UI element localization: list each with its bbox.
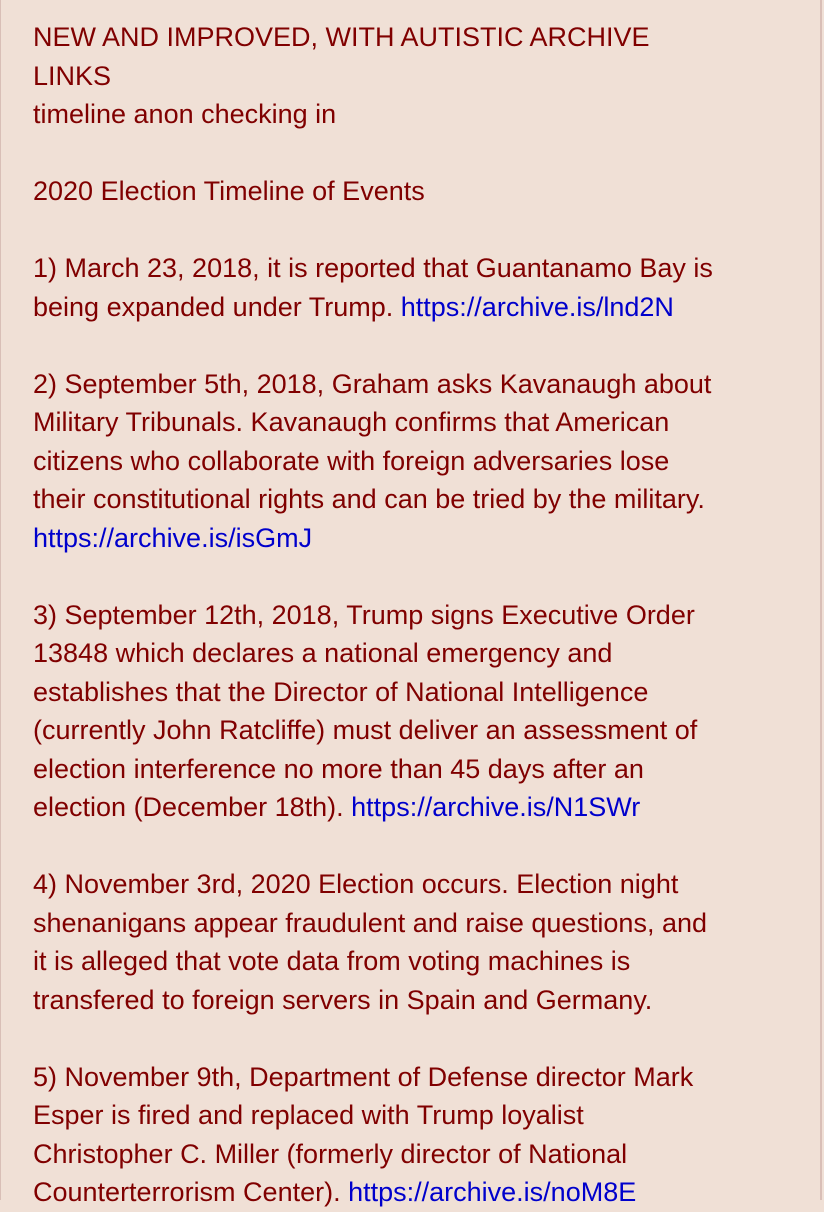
item-5-archive-link[interactable]: https://archive.is/noM8E <box>348 1177 637 1207</box>
spacer <box>33 557 800 596</box>
header-line-3: timeline anon checking in <box>33 99 337 129</box>
spacer <box>33 211 800 250</box>
item-2-line-5 <box>33 519 800 558</box>
spacer <box>33 827 800 866</box>
item-3-line-3: establishes that the Director of National Intelligence <box>33 676 649 707</box>
item-1-text: being expanded under Trump. <box>33 291 401 322</box>
item-3-line-5: election interference no more than 45 days after an <box>33 753 644 784</box>
item-5-text: Counterterrorism Center). <box>33 1177 349 1207</box>
item-4-line-2: shenanigans appear fraudulent and raise questions, and <box>33 907 707 938</box>
item-2-archive-link[interactable]: https://archive.is/isGmJ <box>33 522 313 553</box>
item-3-line-6 <box>33 788 800 827</box>
item-5-line-3: Christopher C. Miller (formerly director of National <box>33 1138 628 1169</box>
item-3-archive-link[interactable]: https://archive.is/N1SWr <box>351 792 641 822</box>
spacer <box>33 1019 800 1058</box>
item-5-line-4 <box>33 1173 800 1212</box>
item-4-line-4: transfered to foreign servers in Spain and Germany. <box>33 984 653 1015</box>
item-5-line-1: 5) November 9th, Department of Defense director Mark <box>33 1061 694 1092</box>
item-3-line-2: 13848 which declares a national emergency and <box>33 638 613 668</box>
header-line-1: NEW AND IMPROVED, WITH AUTISTIC ARCHIVE <box>33 22 650 52</box>
header-line-2: LINKS <box>33 60 112 91</box>
item-3-text: election (December 18th). <box>33 792 352 822</box>
timeline-title: 2020 Election Timeline of Events <box>33 176 425 206</box>
item-2-line-1: 2) September 5th, 2018, Graham asks Kavanaugh about <box>33 368 712 399</box>
item-4-line-3: it is alleged that vote data from voting machines is <box>33 946 631 976</box>
item-3-line-4: (currently John Ratcliffe) must deliver an assessment of <box>33 715 698 745</box>
item-2-line-2: Military Tribunals. Kavanaugh confirms that American <box>33 407 670 437</box>
spacer <box>33 326 800 365</box>
item-1-line-2 <box>33 288 800 327</box>
item-3-line-1: 3) September 12th, 2018, Trump signs Executive Order <box>33 599 695 630</box>
spacer <box>33 134 800 173</box>
item-2-line-4: their constitutional rights and can be tried by the military. <box>33 484 705 514</box>
item-4-line-1: 4) November 3rd, 2020 Election occurs. Election night <box>33 869 679 899</box>
item-5-line-2: Esper is fired and replaced with Trump loyalist <box>33 1100 584 1130</box>
item-2-line-3: citizens who collaborate with foreign adversaries lose <box>33 445 670 476</box>
item-1-archive-link[interactable]: https://archive.is/lnd2N <box>400 291 674 322</box>
item-1-line-1: 1) March 23, 2018, it is reported that Guantanamo Bay is <box>33 253 713 283</box>
